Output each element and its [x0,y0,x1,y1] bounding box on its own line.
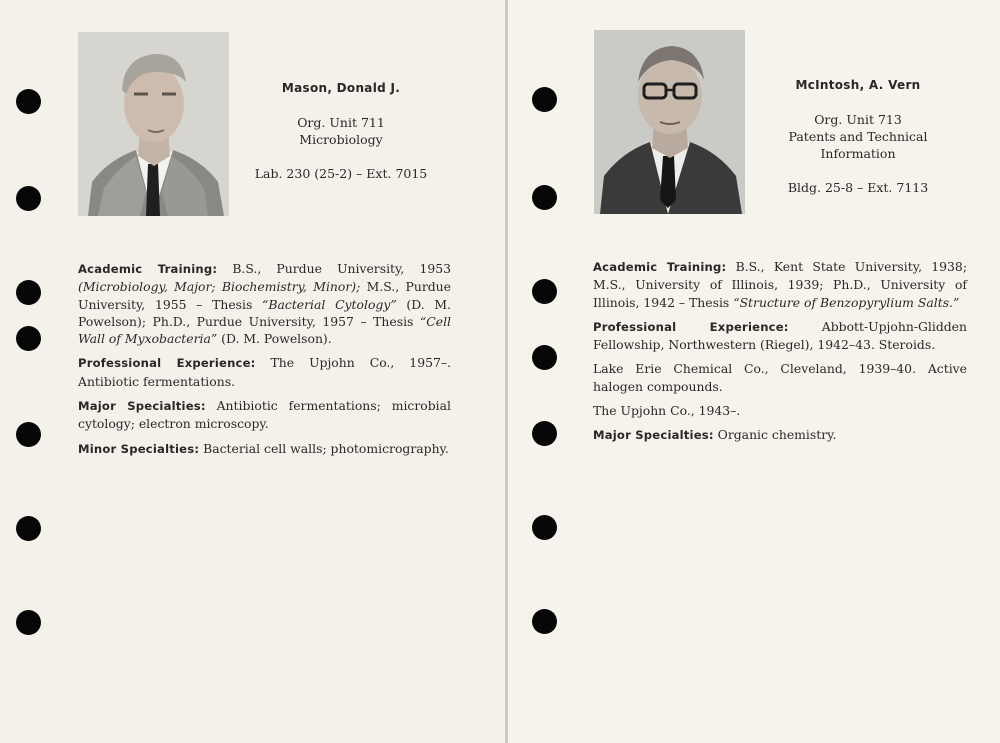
location-extension: Bldg. 25-8 – Ext. 7113 [787,180,929,195]
org-unit: Org. Unit 711 [297,115,385,130]
text-segment: (Microbiology, Major; Biochemistry, Minor); [78,279,361,295]
profile-header-mcintosh [760,77,956,196]
section-label: Professional Experience: [593,319,789,334]
binder-hole [532,185,557,210]
experience-entry: Lake Erie Chemical Co., Cleveland, 1939–40. Active halogen compounds. [593,361,967,394]
major-specialties [78,397,451,433]
binder-hole [16,516,41,541]
person-name: Mason, Donald J. [281,81,401,95]
department: Microbiology [299,132,383,147]
portrait-photo-mcintosh [594,30,745,214]
profile-body-mcintosh [593,258,967,452]
section-label: Major Specialties: [593,428,714,443]
text-segment: (D. M. Powelson); Ph.D., Purdue University, 1957 – Thesis [78,296,451,329]
profile-body-mason [78,260,451,465]
section-label: Academic Training: [78,262,218,276]
portrait-photo-mason [78,32,229,216]
org-unit: Org. Unit 713 [814,112,902,127]
text-segment: B.S., Purdue University, 1953 [217,261,451,276]
professional-experience [78,354,451,390]
major-specialties [593,426,967,444]
thesis-title: “Cell Wall of Myxobacteria” [78,313,451,347]
binder-hole [532,345,557,370]
binder-hole [16,422,41,447]
text-segment: Antibiotic fermentations; microbial cytology; electron microscopy. [78,398,451,432]
section-label: Major Specialties: [78,399,206,414]
section-label: Academic Training: [593,260,727,274]
binder-hole [532,87,557,112]
minor-specialties [78,440,451,458]
department: Information [820,146,896,161]
binder-hole [16,326,41,351]
binder-hole [532,421,557,446]
location-extension: Lab. 230 (25-2) – Ext. 7015 [254,166,428,181]
thesis-title: “Structure of Benzopyrylium Salts.” [733,294,960,310]
section-label: Minor Specialties: [78,441,200,456]
text-segment: M.S., Purdue University, 1955 – Thesis [78,279,451,312]
section-label: Professional Experience: [78,356,256,371]
binder-hole [16,610,41,635]
text-segment: The Upjohn Co., 1957–. Antibiotic fermentations. [78,355,451,389]
binder-hole [16,89,41,114]
binder-hole [532,279,557,304]
text-segment: (D. M. Powelson). [217,331,332,347]
thesis-title: “Bacterial Cytology” [262,296,397,312]
binder-hole [532,609,557,634]
person-name: McIntosh, A. Vern [795,78,921,92]
binder-hole [16,280,41,305]
department: Patents and Technical [788,129,928,144]
right-page [508,0,1000,743]
binder-hole [532,515,557,540]
text-segment: Abbott-Upjohn-Glidden Fellowship, Northwestern (Riegel), 1942–43. Steroids. [593,318,967,353]
academic-training [78,260,451,347]
text-segment: Organic chemistry. [713,427,837,443]
profile-header-mason [238,80,444,182]
text-segment: B.S., Kent State University, 1938; M.S., University of Illinois, 1939; Ph.D., University of Illinois, 1942 – Thesis [593,259,967,310]
academic-training [593,258,967,311]
experience-entry: The Upjohn Co., 1943–. [593,403,741,419]
professional-experience [593,318,967,354]
binder-hole [16,186,41,211]
text-segment: Bacterial cell walls; photomicrography. [199,440,449,456]
